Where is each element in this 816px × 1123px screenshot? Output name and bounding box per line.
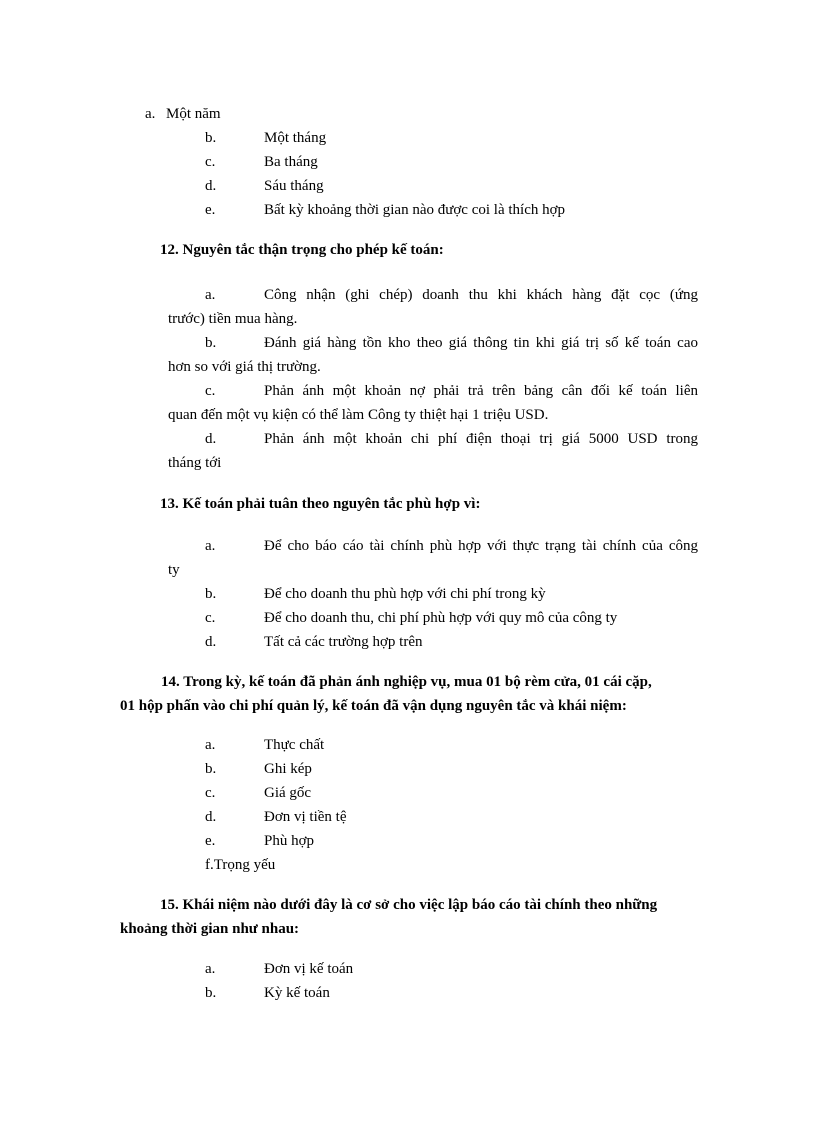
option-label: b. [205,130,217,146]
question-13-title: 13. Kế toán phải tuân theo nguyên tắc phù hợp vì: [160,496,481,512]
option-text: Để cho doanh thu phù hợp với chi phí trong kỳ [264,586,546,602]
option-text: Để cho doanh thu, chi phí phù hợp với quy mô của công ty [264,610,618,626]
option-label: a. [205,961,216,977]
option-label: a. [205,287,216,303]
question-14-title-line2: 01 hộp phấn vào chi phí quản lý, kế toán đã vận dụng nguyên tắc và khái niệm: [120,698,627,714]
option-label: e. [205,202,216,218]
option-text: Bất kỳ khoảng thời gian nào được coi là thích hợp [264,202,566,218]
option-label: d. [205,431,217,447]
question-12-title: 12. Nguyên tắc thận trọng cho phép kế toán: [160,242,444,258]
option-label: b. [205,335,217,351]
option-label: d. [205,178,217,194]
option-label: d. [205,634,217,650]
option-text-line2: ty [168,562,180,578]
option-text-line1: Đánh giá hàng tồn kho theo giá thông tin khi giá trị số kế toán cao [264,335,698,351]
option-text-line2: trước) tiền mua hàng. [168,311,298,327]
option-text: Sáu tháng [264,178,324,194]
option-text: Một năm [166,106,221,122]
option-text: Đơn vị tiền tệ [264,809,347,825]
option-text: Thực chất [264,737,325,753]
question-15-title-line1: 15. Khái niệm nào dưới đây là cơ sở cho việc lập báo cáo tài chính theo những [160,897,658,913]
option-text: Tất cả các trường hợp trên [264,634,423,650]
option-label: e. [205,833,216,849]
option-text-line1: Phản ánh một khoản chi phí điện thoại trị giá 5000 USD trong [264,431,698,447]
option-text: Ghi kép [264,761,312,777]
option-text: Kỳ kế toán [264,985,330,1001]
option-label: d. [205,809,217,825]
option-label: b. [205,985,217,1001]
option-text-line2: tháng tới [168,455,222,471]
option-label: a. [145,106,156,122]
option-label: a. [205,538,216,554]
question-15-title-line2: khoảng thời gian như nhau: [120,921,300,937]
option-label: b. [205,586,217,602]
option-text: Đơn vị kế toán [264,961,354,977]
option-text-line1: Công nhận (ghi chép) doanh thu khi khách hàng đặt cọc (ứng [264,287,698,303]
option-text-line1: Để cho báo cáo tài chính phù hợp với thực trạng tài chính của công [264,538,698,554]
question-14-title-line1: 14. Trong kỳ, kế toán đã phản ánh nghiệp vụ, mua 01 bộ rèm cửa, 01 cái cặp, [161,674,652,690]
option-text-line1: Phản ánh một khoản nợ phải trả trên bảng cân đối kế toán liên [264,383,698,399]
option-text: Một tháng [264,130,327,146]
option-label: c. [205,610,216,626]
option-label: c. [205,785,216,801]
q14-option-f: f.Trọng yếu [205,857,276,873]
option-label: c. [205,383,216,399]
option-text-line2: quan đến một vụ kiện có thể làm Công ty thiệt hại 1 triệu USD. [168,407,549,423]
option-label: c. [205,154,216,170]
option-text: Ba tháng [264,154,318,170]
option-text-line2: hơn so với giá thị trường. [168,359,321,375]
option-text: Giá gốc [264,785,312,801]
option-label: a. [205,737,216,753]
option-text: Phù hợp [264,833,315,849]
option-label: b. [205,761,217,777]
